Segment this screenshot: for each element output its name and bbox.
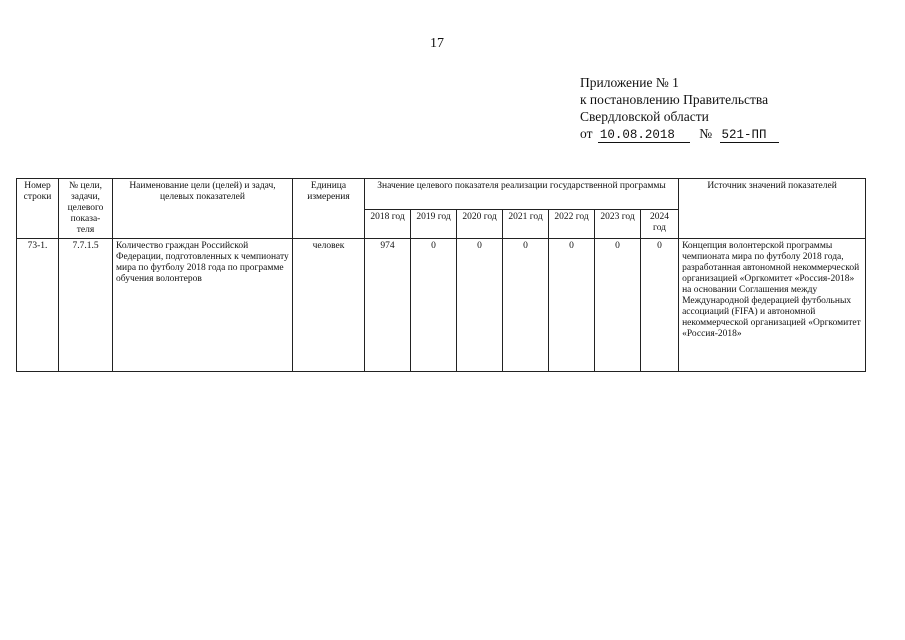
appendix-subtitle: к постановлению Правительства xyxy=(580,92,769,107)
resolution-date: 10.08.2018 xyxy=(598,129,690,143)
cell-name: Количество граждан Российской Федерации, подготовленных к чемпионату мира по футболу 2018 года по программе обучения волонтеров xyxy=(113,239,293,372)
header-row xyxy=(17,179,866,210)
cell-value-2019: 0 xyxy=(411,239,457,372)
header-year-2021: 2021 год xyxy=(503,210,549,239)
number-prefix: № xyxy=(699,126,713,141)
header-goal-number: № цели, задачи, целевого показа-теля xyxy=(59,179,113,239)
appendix-block xyxy=(580,74,779,143)
header-year-2022: 2022 год xyxy=(549,210,595,239)
header-year-2019: 2019 год xyxy=(411,210,457,239)
cell-value-2021: 0 xyxy=(503,239,549,372)
cell-unit: человек xyxy=(293,239,365,372)
cell-value-2018: 974 xyxy=(365,239,411,372)
header-source: Источник значений показателей xyxy=(679,179,866,239)
appendix-region: Свердловской области xyxy=(580,109,709,124)
header-row-number: Номер строки xyxy=(17,179,59,239)
header-year-2023: 2023 год xyxy=(595,210,641,239)
appendix-title: Приложение № 1 xyxy=(580,75,679,90)
cell-row-number: 73-1. xyxy=(17,239,59,372)
cell-value-2020: 0 xyxy=(457,239,503,372)
date-prefix: от xyxy=(580,126,593,141)
header-year-2020: 2020 год xyxy=(457,210,503,239)
cell-value-2024: 0 xyxy=(641,239,679,372)
cell-goal-number: 7.7.1.5 xyxy=(59,239,113,372)
resolution-number: 521-ПП xyxy=(720,129,779,143)
header-unit: Единица измерения xyxy=(293,179,365,239)
header-values: Значение целевого показателя реализации государственной программы xyxy=(365,179,679,210)
header-name: Наименование цели (целей) и задач, целевых показателей xyxy=(113,179,293,239)
table-row xyxy=(17,239,866,372)
indicators-table xyxy=(16,178,866,372)
appendix-date-line xyxy=(580,125,779,143)
header-year-2018: 2018 год xyxy=(365,210,411,239)
header-year-2024: 2024 год xyxy=(641,210,679,239)
cell-value-2023: 0 xyxy=(595,239,641,372)
cell-value-2022: 0 xyxy=(549,239,595,372)
page-number: 17 xyxy=(430,36,444,51)
cell-source: Концепция волонтерской программы чемпионата мира по футболу 2018 года, разработанная автономной некоммерческой организацией «Оргкомитет «Россия-2018» на основании Соглашения между Международной федерацией футбольных ассоциаций (FIFA) и автономной некоммерческой организацией «Оргкомитет «Россия-2018» xyxy=(679,239,866,372)
